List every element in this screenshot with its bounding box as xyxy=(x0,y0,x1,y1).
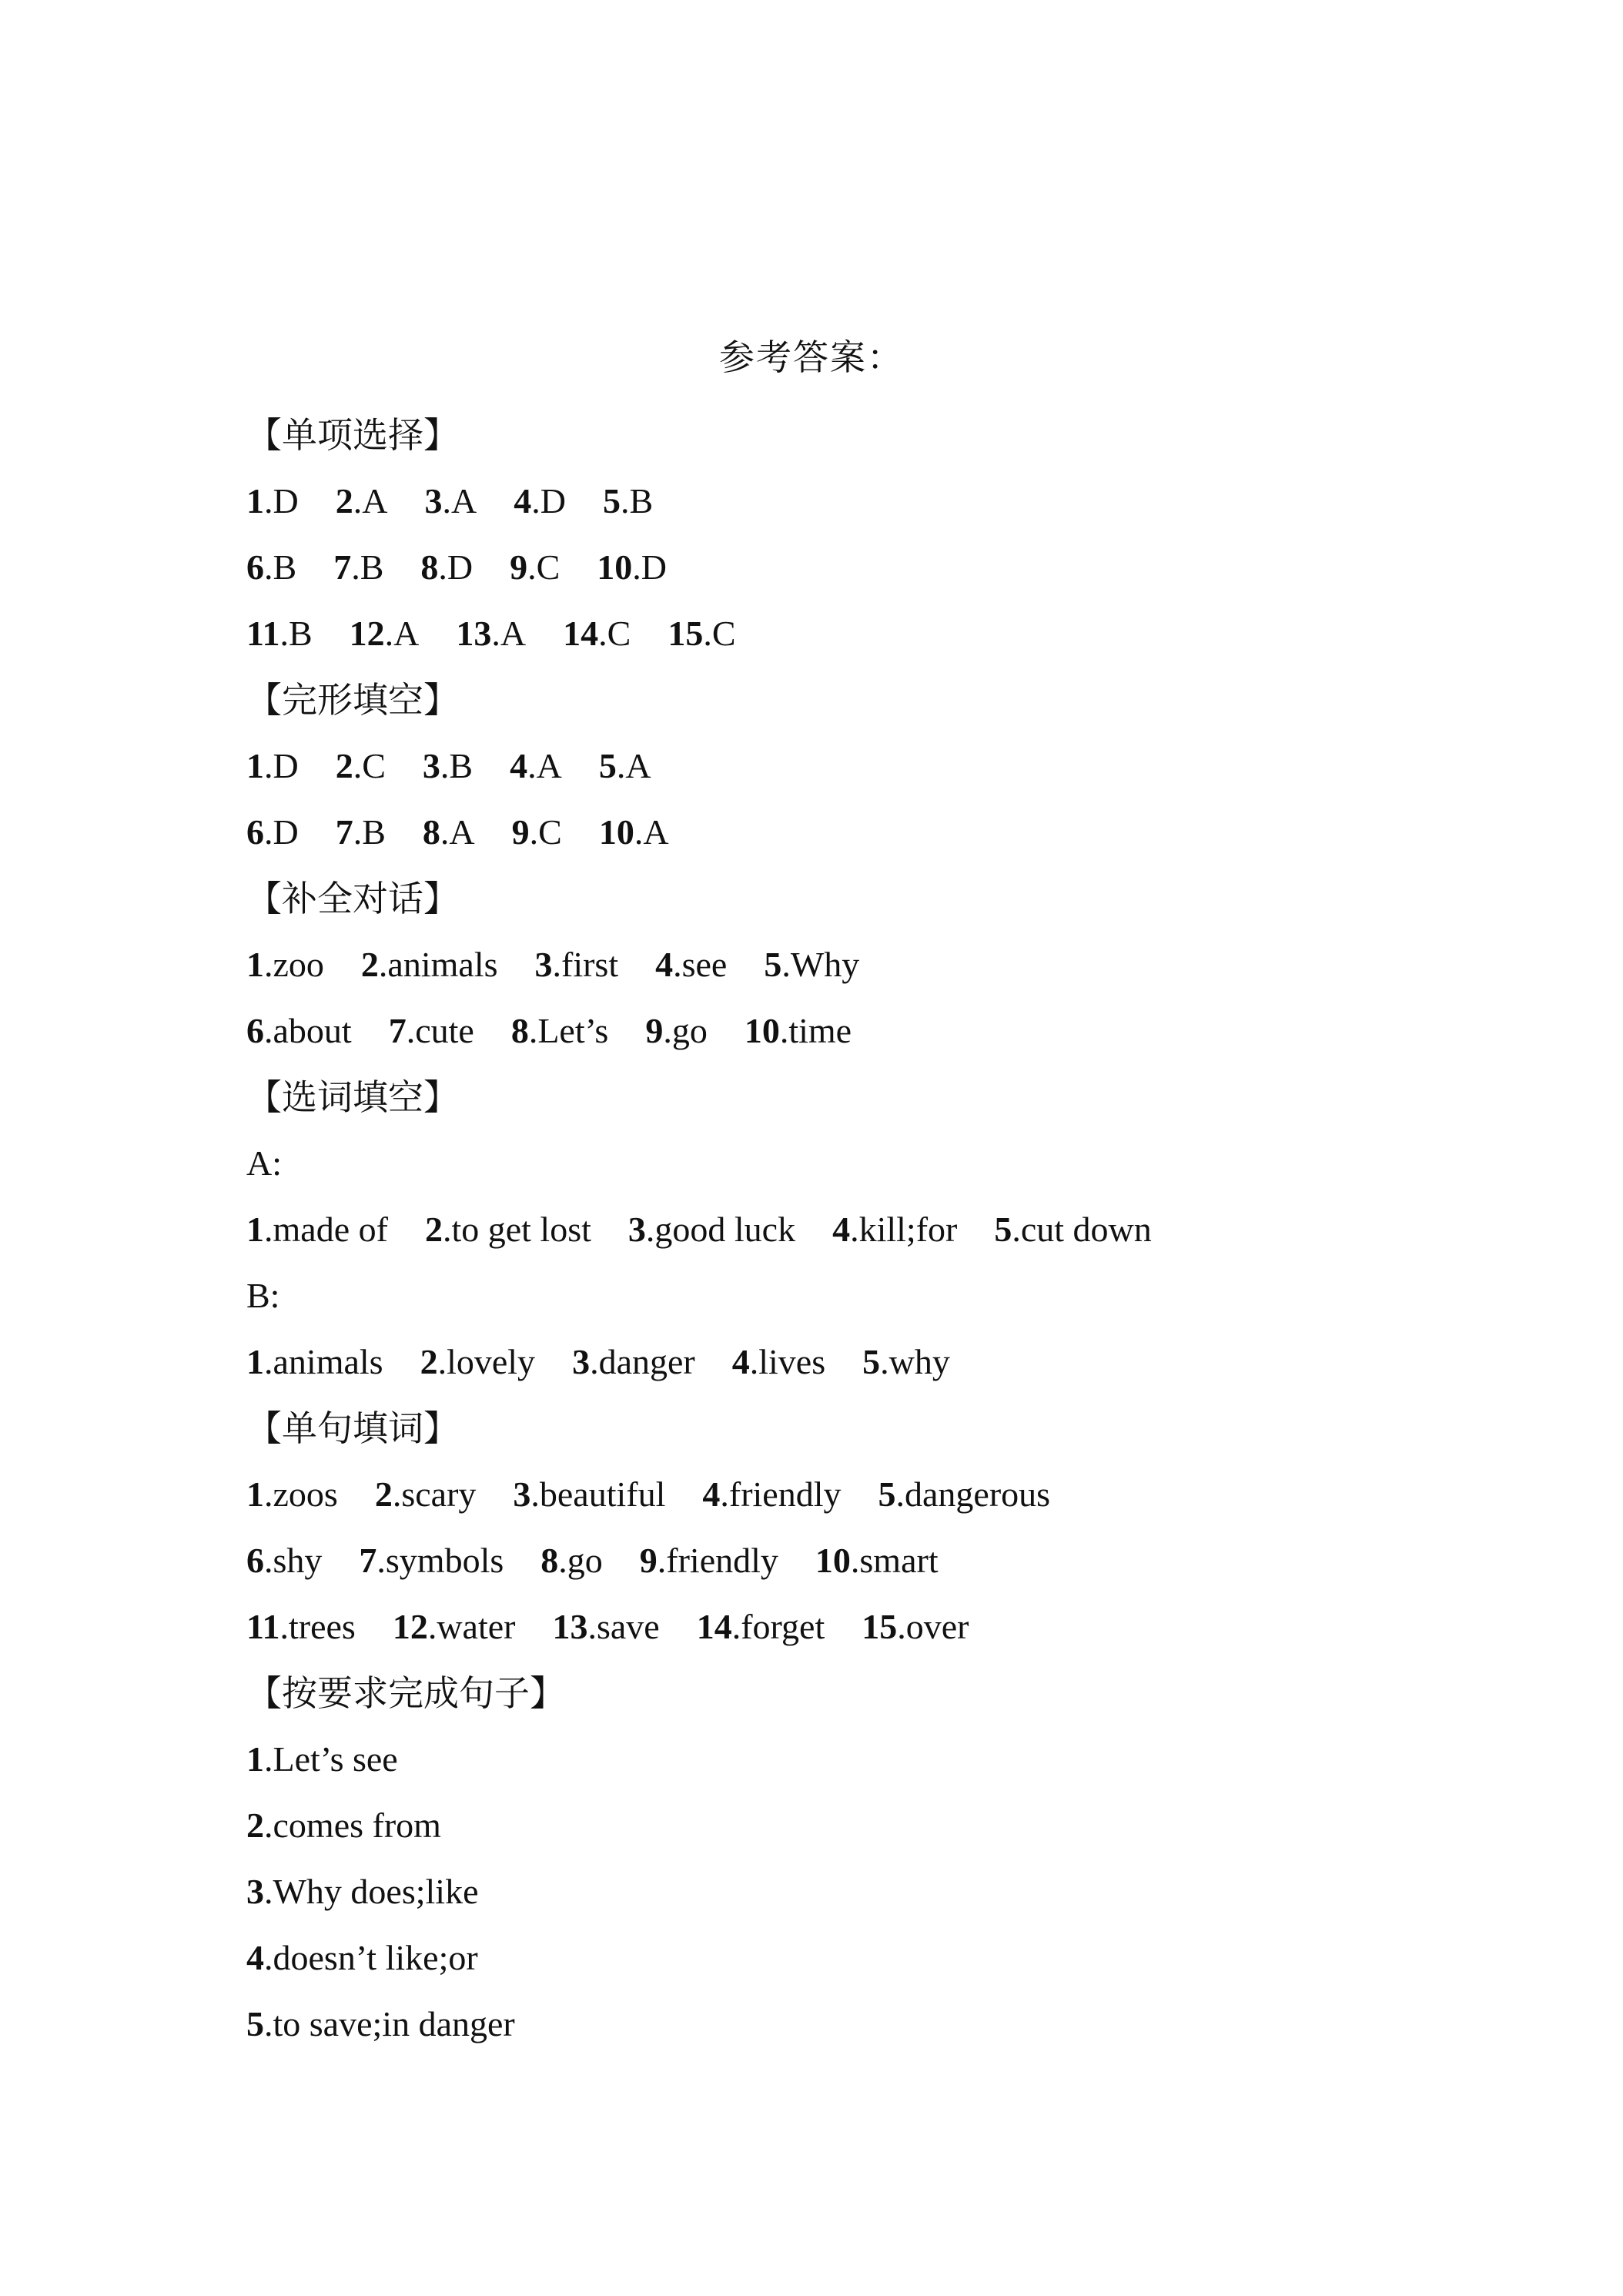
question-number: 4 xyxy=(832,1210,851,1249)
answer-item xyxy=(246,799,299,865)
answer-value: .A xyxy=(440,812,475,852)
answer-item xyxy=(862,1329,950,1395)
question-number: 12 xyxy=(392,1607,428,1646)
answer-value: .D xyxy=(264,481,299,520)
answer-item xyxy=(246,733,299,799)
answer-item xyxy=(246,534,296,601)
question-number: 10 xyxy=(815,1541,851,1580)
question-number: 15 xyxy=(668,614,704,653)
answer-item xyxy=(246,1329,383,1395)
question-number: 2 xyxy=(246,1806,264,1845)
question-number: 4 xyxy=(731,1342,750,1381)
answer-value: .C xyxy=(703,614,736,653)
question-number: 5 xyxy=(598,746,617,785)
answer-item xyxy=(599,733,651,799)
answer-item xyxy=(246,1197,388,1263)
question-number: 1 xyxy=(246,1342,264,1381)
answer-content xyxy=(246,402,1555,2057)
answer-item xyxy=(655,932,727,998)
answer-value: .to save;in danger xyxy=(264,2004,515,2043)
answer-value: .to get lost xyxy=(442,1210,591,1249)
question-number: 5 xyxy=(878,1474,896,1514)
answer-item xyxy=(361,932,498,998)
question-number: 9 xyxy=(510,547,528,587)
answer-item xyxy=(246,1925,478,1991)
question-number: 2 xyxy=(360,945,379,984)
answer-value: .zoos xyxy=(264,1474,338,1514)
answer-item xyxy=(702,1461,841,1528)
question-number: 4 xyxy=(655,945,674,984)
answer-value: .D xyxy=(632,547,668,587)
answer-item xyxy=(572,1329,695,1395)
answer-item xyxy=(511,998,608,1064)
answer-value: .first xyxy=(552,945,619,984)
answer-row xyxy=(246,1461,1555,1528)
answer-value: .over xyxy=(897,1607,969,1646)
answer-item xyxy=(336,733,386,799)
answer-item xyxy=(862,1594,969,1660)
question-number: 1 xyxy=(246,746,264,785)
question-number: 7 xyxy=(335,812,353,852)
answer-value: .B xyxy=(620,481,654,520)
answer-value: .cut down xyxy=(1012,1210,1152,1249)
answer-item xyxy=(552,1594,659,1660)
answer-item xyxy=(456,601,526,667)
answer-row xyxy=(246,1925,1555,1991)
question-number: 2 xyxy=(424,1210,443,1249)
question-number: 2 xyxy=(374,1474,393,1514)
answer-value: .go xyxy=(663,1011,708,1050)
question-number: 9 xyxy=(639,1541,658,1580)
answer-value: .smart xyxy=(850,1541,939,1580)
answer-item xyxy=(246,601,313,667)
answer-value: .why xyxy=(880,1342,950,1381)
answer-value: .A xyxy=(353,481,388,520)
question-number: 4 xyxy=(702,1474,721,1514)
answer-value: .Why does;like xyxy=(264,1872,479,1911)
answer-item xyxy=(815,1528,939,1594)
answer-value: .beautiful xyxy=(530,1474,666,1514)
answer-item xyxy=(512,799,562,865)
answer-value: .B xyxy=(279,614,313,653)
question-number: 3 xyxy=(246,1872,264,1911)
answer-item xyxy=(423,799,475,865)
answer-value: .see xyxy=(673,945,728,984)
answer-value: .go xyxy=(558,1541,603,1580)
answer-value: .lovely xyxy=(437,1342,536,1381)
question-number: 1 xyxy=(246,1210,264,1249)
question-number: 2 xyxy=(335,481,353,520)
answer-value: .trees xyxy=(279,1607,356,1646)
question-number: 4 xyxy=(510,746,528,785)
question-number: 5 xyxy=(994,1210,1012,1249)
answer-value: .A xyxy=(442,481,477,520)
answer-item xyxy=(878,1461,1051,1528)
question-number: 6 xyxy=(246,1011,264,1050)
question-number: 14 xyxy=(563,614,599,653)
answer-value: .about xyxy=(264,1011,352,1050)
question-number: 3 xyxy=(424,481,443,520)
question-number: 8 xyxy=(510,1011,529,1050)
question-number: 8 xyxy=(422,812,440,852)
question-number: 10 xyxy=(598,812,634,852)
question-number: 10 xyxy=(597,547,633,587)
answer-value: .save xyxy=(587,1607,660,1646)
answer-value: .danger xyxy=(590,1342,695,1381)
answer-item xyxy=(246,932,324,998)
question-number: 6 xyxy=(246,812,264,852)
answer-item xyxy=(359,1528,504,1594)
section-heading: 【选词填空】 xyxy=(246,1076,459,1118)
answer-item xyxy=(540,1528,603,1594)
question-number: 3 xyxy=(513,1474,531,1514)
answer-value: .time xyxy=(779,1011,852,1050)
answer-item xyxy=(246,1991,515,2057)
answer-item xyxy=(535,932,619,998)
answer-value: .B xyxy=(264,547,297,587)
answer-value: .A xyxy=(634,812,669,852)
section-heading: 【完形填空】 xyxy=(246,679,459,721)
answer-value: .zoo xyxy=(264,945,324,984)
answer-item xyxy=(420,1329,535,1395)
answer-row xyxy=(246,1792,1555,1859)
question-number: 4 xyxy=(514,481,532,520)
answer-item xyxy=(246,1859,479,1925)
question-number: 1 xyxy=(246,481,264,520)
answer-row xyxy=(246,468,1555,534)
answer-item xyxy=(424,468,477,534)
answer-item xyxy=(375,1461,477,1528)
answer-value: .A xyxy=(527,746,562,785)
answer-item xyxy=(745,998,852,1064)
answer-value: .kill;for xyxy=(850,1210,958,1249)
answer-value: .D xyxy=(264,812,299,852)
question-number: 14 xyxy=(696,1607,732,1646)
answer-value: .friendly xyxy=(657,1541,778,1580)
question-number: 5 xyxy=(862,1342,881,1381)
question-number: 3 xyxy=(534,945,553,984)
part-label: A: xyxy=(246,1143,282,1183)
answer-item xyxy=(246,1792,441,1859)
answer-value: .Let’s xyxy=(528,1011,609,1050)
answer-item xyxy=(640,1528,778,1594)
answer-value: .lives xyxy=(749,1342,826,1381)
answer-value: .animals xyxy=(264,1342,383,1381)
answer-value: .B xyxy=(351,547,384,587)
answer-item xyxy=(514,468,566,534)
answer-value: .friendly xyxy=(720,1474,842,1514)
answer-item xyxy=(732,1329,825,1395)
question-number: 12 xyxy=(349,614,385,653)
answer-value: .B xyxy=(440,746,474,785)
answer-value: .scary xyxy=(392,1474,477,1514)
question-number: 4 xyxy=(246,1938,264,1977)
question-number: 1 xyxy=(246,945,264,984)
question-number: 7 xyxy=(388,1011,407,1050)
part-label: B: xyxy=(246,1276,280,1315)
answer-value: .B xyxy=(353,812,386,852)
answer-value: .good luck xyxy=(645,1210,796,1249)
answer-item xyxy=(599,799,669,865)
question-number: 9 xyxy=(511,812,530,852)
answer-item xyxy=(420,534,473,601)
answer-item xyxy=(389,998,474,1064)
question-number: 3 xyxy=(422,746,440,785)
question-number: 9 xyxy=(645,1011,664,1050)
question-number: 11 xyxy=(246,614,280,653)
question-number: 3 xyxy=(627,1210,646,1249)
answer-item xyxy=(336,468,388,534)
answer-row xyxy=(246,1991,1555,2057)
answer-item xyxy=(246,1461,338,1528)
question-number: 5 xyxy=(246,2004,264,2043)
answer-item xyxy=(333,534,383,601)
answer-item xyxy=(246,1528,322,1594)
section-heading: 【按要求完成句子】 xyxy=(246,1672,565,1714)
question-number: 6 xyxy=(246,547,264,587)
answer-value: .A xyxy=(616,746,651,785)
question-number: 2 xyxy=(335,746,353,785)
answer-value: .forget xyxy=(731,1607,825,1646)
question-number: 8 xyxy=(420,547,439,587)
answer-item xyxy=(513,1461,665,1528)
answer-item xyxy=(628,1197,795,1263)
answer-row xyxy=(246,998,1555,1064)
section-heading: 【单项选择】 xyxy=(246,414,459,456)
answer-item xyxy=(994,1197,1151,1263)
question-number: 5 xyxy=(602,481,621,520)
question-number: 6 xyxy=(246,1541,264,1580)
answer-value: .D xyxy=(531,481,566,520)
answer-value: .symbols xyxy=(376,1541,504,1580)
question-number: 2 xyxy=(420,1342,438,1381)
answer-item xyxy=(246,1594,356,1660)
answer-value: .comes from xyxy=(264,1806,441,1845)
answer-value: .C xyxy=(527,547,561,587)
question-number: 11 xyxy=(246,1607,280,1646)
answer-row xyxy=(246,1859,1555,1925)
answer-row xyxy=(246,799,1555,865)
answer-item xyxy=(603,468,653,534)
question-number: 3 xyxy=(572,1342,591,1381)
answer-item xyxy=(510,534,560,601)
answer-value: .C xyxy=(529,812,562,852)
section-heading: 【单句填词】 xyxy=(246,1407,459,1449)
section-heading: 【补全对话】 xyxy=(246,878,459,919)
answer-value: .shy xyxy=(264,1541,323,1580)
answer-value: .A xyxy=(384,614,420,653)
answer-item xyxy=(668,601,735,667)
answer-item xyxy=(246,1726,398,1792)
answer-value: .C xyxy=(598,614,631,653)
answer-value: .C xyxy=(353,746,386,785)
answer-value: .cute xyxy=(406,1011,474,1050)
question-number: 1 xyxy=(246,1739,264,1779)
answer-item xyxy=(336,799,386,865)
answer-item xyxy=(423,733,473,799)
answer-item xyxy=(697,1594,825,1660)
page-title: 参考答案： xyxy=(719,336,904,378)
answer-value: .made of xyxy=(264,1210,388,1249)
answer-item xyxy=(597,534,667,601)
question-number: 8 xyxy=(540,1541,559,1580)
answer-row xyxy=(246,733,1555,799)
answer-item xyxy=(510,733,562,799)
question-number: 7 xyxy=(359,1541,377,1580)
answer-item xyxy=(246,998,352,1064)
answer-item xyxy=(425,1197,591,1263)
answer-row xyxy=(246,1528,1555,1594)
answer-item xyxy=(350,601,420,667)
answer-item xyxy=(764,932,859,998)
question-number: 15 xyxy=(862,1607,898,1646)
answer-value: .D xyxy=(438,547,474,587)
answer-row xyxy=(246,1594,1555,1660)
answer-value: .A xyxy=(491,614,527,653)
answer-value: .dangerous xyxy=(895,1474,1051,1514)
answer-value: .Why xyxy=(781,945,860,984)
answer-item xyxy=(246,468,299,534)
answer-item xyxy=(645,998,708,1064)
answer-row xyxy=(246,932,1555,998)
answer-row xyxy=(246,1726,1555,1792)
question-number: 13 xyxy=(552,1607,588,1646)
answer-row xyxy=(246,1329,1555,1395)
answer-row xyxy=(246,601,1555,667)
answer-value: .Let’s see xyxy=(264,1739,398,1779)
answer-item xyxy=(563,601,631,667)
answer-item xyxy=(832,1197,957,1263)
question-number: 7 xyxy=(333,547,352,587)
answer-value: .animals xyxy=(378,945,498,984)
question-number: 1 xyxy=(246,1474,264,1514)
answer-value: .doesn’t like;or xyxy=(264,1938,478,1977)
question-number: 5 xyxy=(764,945,782,984)
answer-row xyxy=(246,534,1555,601)
answer-row xyxy=(246,1197,1555,1263)
answer-item xyxy=(393,1594,516,1660)
answer-value: .water xyxy=(427,1607,516,1646)
answer-value: .D xyxy=(264,746,299,785)
question-number: 10 xyxy=(744,1011,780,1050)
question-number: 13 xyxy=(456,614,492,653)
